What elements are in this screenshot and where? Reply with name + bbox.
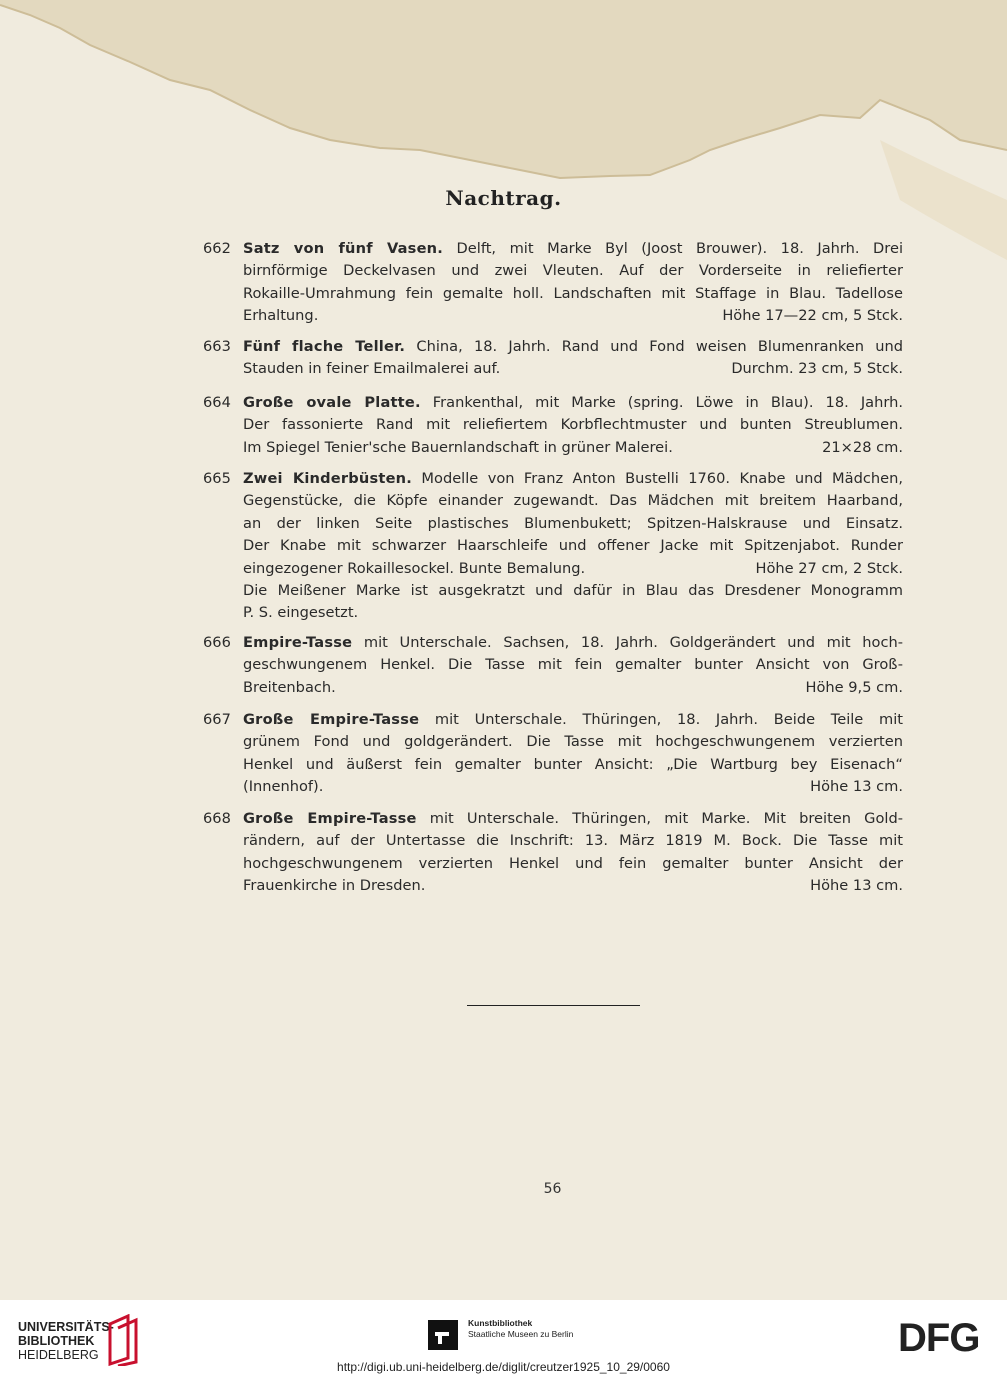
- entry-text: eingezogener Rokaillesockel. Bunte Bemalung.: [243, 559, 586, 577]
- entry-number: 662: [203, 240, 231, 257]
- entry-text: Die Meißener Marke ist ausgekratzt und dafür in Blau das Dresdener Monogramm: [243, 581, 903, 599]
- entry-text: Der Knabe mit schwarzer Haarschleife und offener Jacke mit Spitzenjabot. Runder: [243, 537, 903, 555]
- entry-text: Modelle von Franz Anton Bustelli 1760. Knabe und Mädchen,: [412, 470, 903, 487]
- entry-title: Große Empire-Tasse: [243, 711, 420, 728]
- entry-text: China, 18. Jahrh. Rand und Fond weisen Blumenranken und: [405, 338, 903, 355]
- page-number: 56: [543, 1181, 562, 1197]
- entry-title: Große Empire-Tasse: [243, 810, 417, 827]
- entry-dimensions: Höhe 13 cm.: [810, 877, 903, 895]
- dfg-logo: DFG: [898, 1316, 980, 1360]
- entry-text: P. S. eingesetzt.: [243, 604, 359, 622]
- source-url[interactable]: http://digi.ub.uni-heidelberg.de/diglit/creutzer1925_10_29/0060: [337, 1360, 670, 1374]
- entry-dimensions: Höhe 13 cm.: [810, 778, 903, 796]
- entry-dimensions: Höhe 17—22 cm, 5 Stck.: [722, 307, 903, 325]
- entry-title: Empire-Tasse: [243, 634, 353, 651]
- entry-text: mit Unterschale. Thüringen, 18. Jahrh. Beide Teile mit: [419, 711, 903, 728]
- entry-dimensions: Höhe 9,5 cm.: [805, 678, 903, 696]
- entry-number: 663: [203, 338, 231, 355]
- entry-text: Henkel und äußerst fein gemalter bunter Ansicht: „Die Wartburg bey Eisenach“: [243, 755, 903, 773]
- entry-number: 665: [203, 470, 231, 487]
- entry-text: Frauenkirche in Dresden.: [243, 877, 426, 895]
- entry-text: Delft, mit Marke Byl (Joost Brouwer). 18. Jahrh. Drei: [443, 240, 903, 257]
- entry-number: 668: [203, 810, 231, 827]
- entry-text: Erhaltung.: [243, 307, 319, 325]
- entry-title: Große ovale Platte.: [243, 394, 421, 411]
- entry-text: an der linken Seite plastisches Blumenbukett; Spitzen-Halskrause und Einsatz.: [243, 514, 903, 532]
- section-divider: [467, 1005, 640, 1006]
- library-name: UNIVERSITÄTS- BIBLIOTHEK HEIDELBERG: [18, 1320, 114, 1362]
- torn-paper-overlay: [0, 0, 1007, 260]
- entry-text: Der fassonierte Rand mit reliefiertem Korbflechtmuster und bunten Streublumen.: [243, 416, 903, 434]
- entry-number: 666: [203, 634, 231, 651]
- entry-dimensions: Höhe 27 cm, 2 Stck.: [755, 559, 903, 577]
- entry-text: Rokaille-Umrahmung fein gemalte holl. Landschaften mit Staffage in Blau. Tadellose: [243, 284, 903, 302]
- entry-text: mit Unterschale. Thüringen, mit Marke. Mit breiten Gold-: [416, 810, 903, 827]
- entry-text: (Innenhof).: [243, 778, 324, 796]
- entry-text: mit Unterschale. Sachsen, 18. Jahrh. Goldgerändert und mit hoch-: [352, 634, 903, 651]
- entry-text: Stauden in feiner Emailmalerei auf.: [243, 360, 501, 378]
- entry-text: hochgeschwungenem verzierten Henkel und fein gemalter bunter Ansicht der: [243, 854, 903, 872]
- entry-text: Breitenbach.: [243, 678, 336, 696]
- entry-text: grünem Fond und goldgerändert. Die Tasse mit hochgeschwungenem verzierten: [243, 733, 903, 751]
- museum-logo-icon: [428, 1320, 458, 1350]
- entry-text: Frankenthal, mit Marke (spring. Löwe in Blau). 18. Jahrh.: [420, 394, 903, 411]
- entry-text: Im Spiegel Tenier'sche Bauernlandschaft in grüner Malerei.: [243, 438, 673, 456]
- entry-text: birnförmige Deckelvasen und zwei Vleuten. Auf der Vorderseite in reliefierter: [243, 262, 903, 280]
- entry-text: Gegenstücke, die Köpfe einander zugewandt. Das Mädchen mit breitem Haarband,: [243, 492, 903, 510]
- entry-title: Zwei Kinderbüsten.: [243, 470, 412, 487]
- museum-name: Kunstbibliothek Staatliche Museen zu Berlin: [468, 1318, 574, 1339]
- entry-title: Satz von fünf Vasen.: [243, 240, 444, 257]
- entry-text: rändern, auf der Untertasse die Inschrift: 13. März 1819 M. Bock. Die Tasse mit: [243, 832, 903, 850]
- entry-number: 664: [203, 394, 231, 411]
- entry-text: geschwungenem Henkel. Die Tasse mit fein gemalter bunter Ansicht von Groß-: [243, 656, 903, 674]
- library-logo-icon: [104, 1314, 142, 1366]
- entry-title: Fünf flache Teller.: [243, 338, 406, 355]
- page-title: Nachtrag.: [445, 186, 562, 210]
- entry-dimensions: 21×28 cm.: [822, 438, 903, 456]
- entry-dimensions: Durchm. 23 cm, 5 Stck.: [731, 360, 903, 378]
- entry-number: 667: [203, 711, 231, 728]
